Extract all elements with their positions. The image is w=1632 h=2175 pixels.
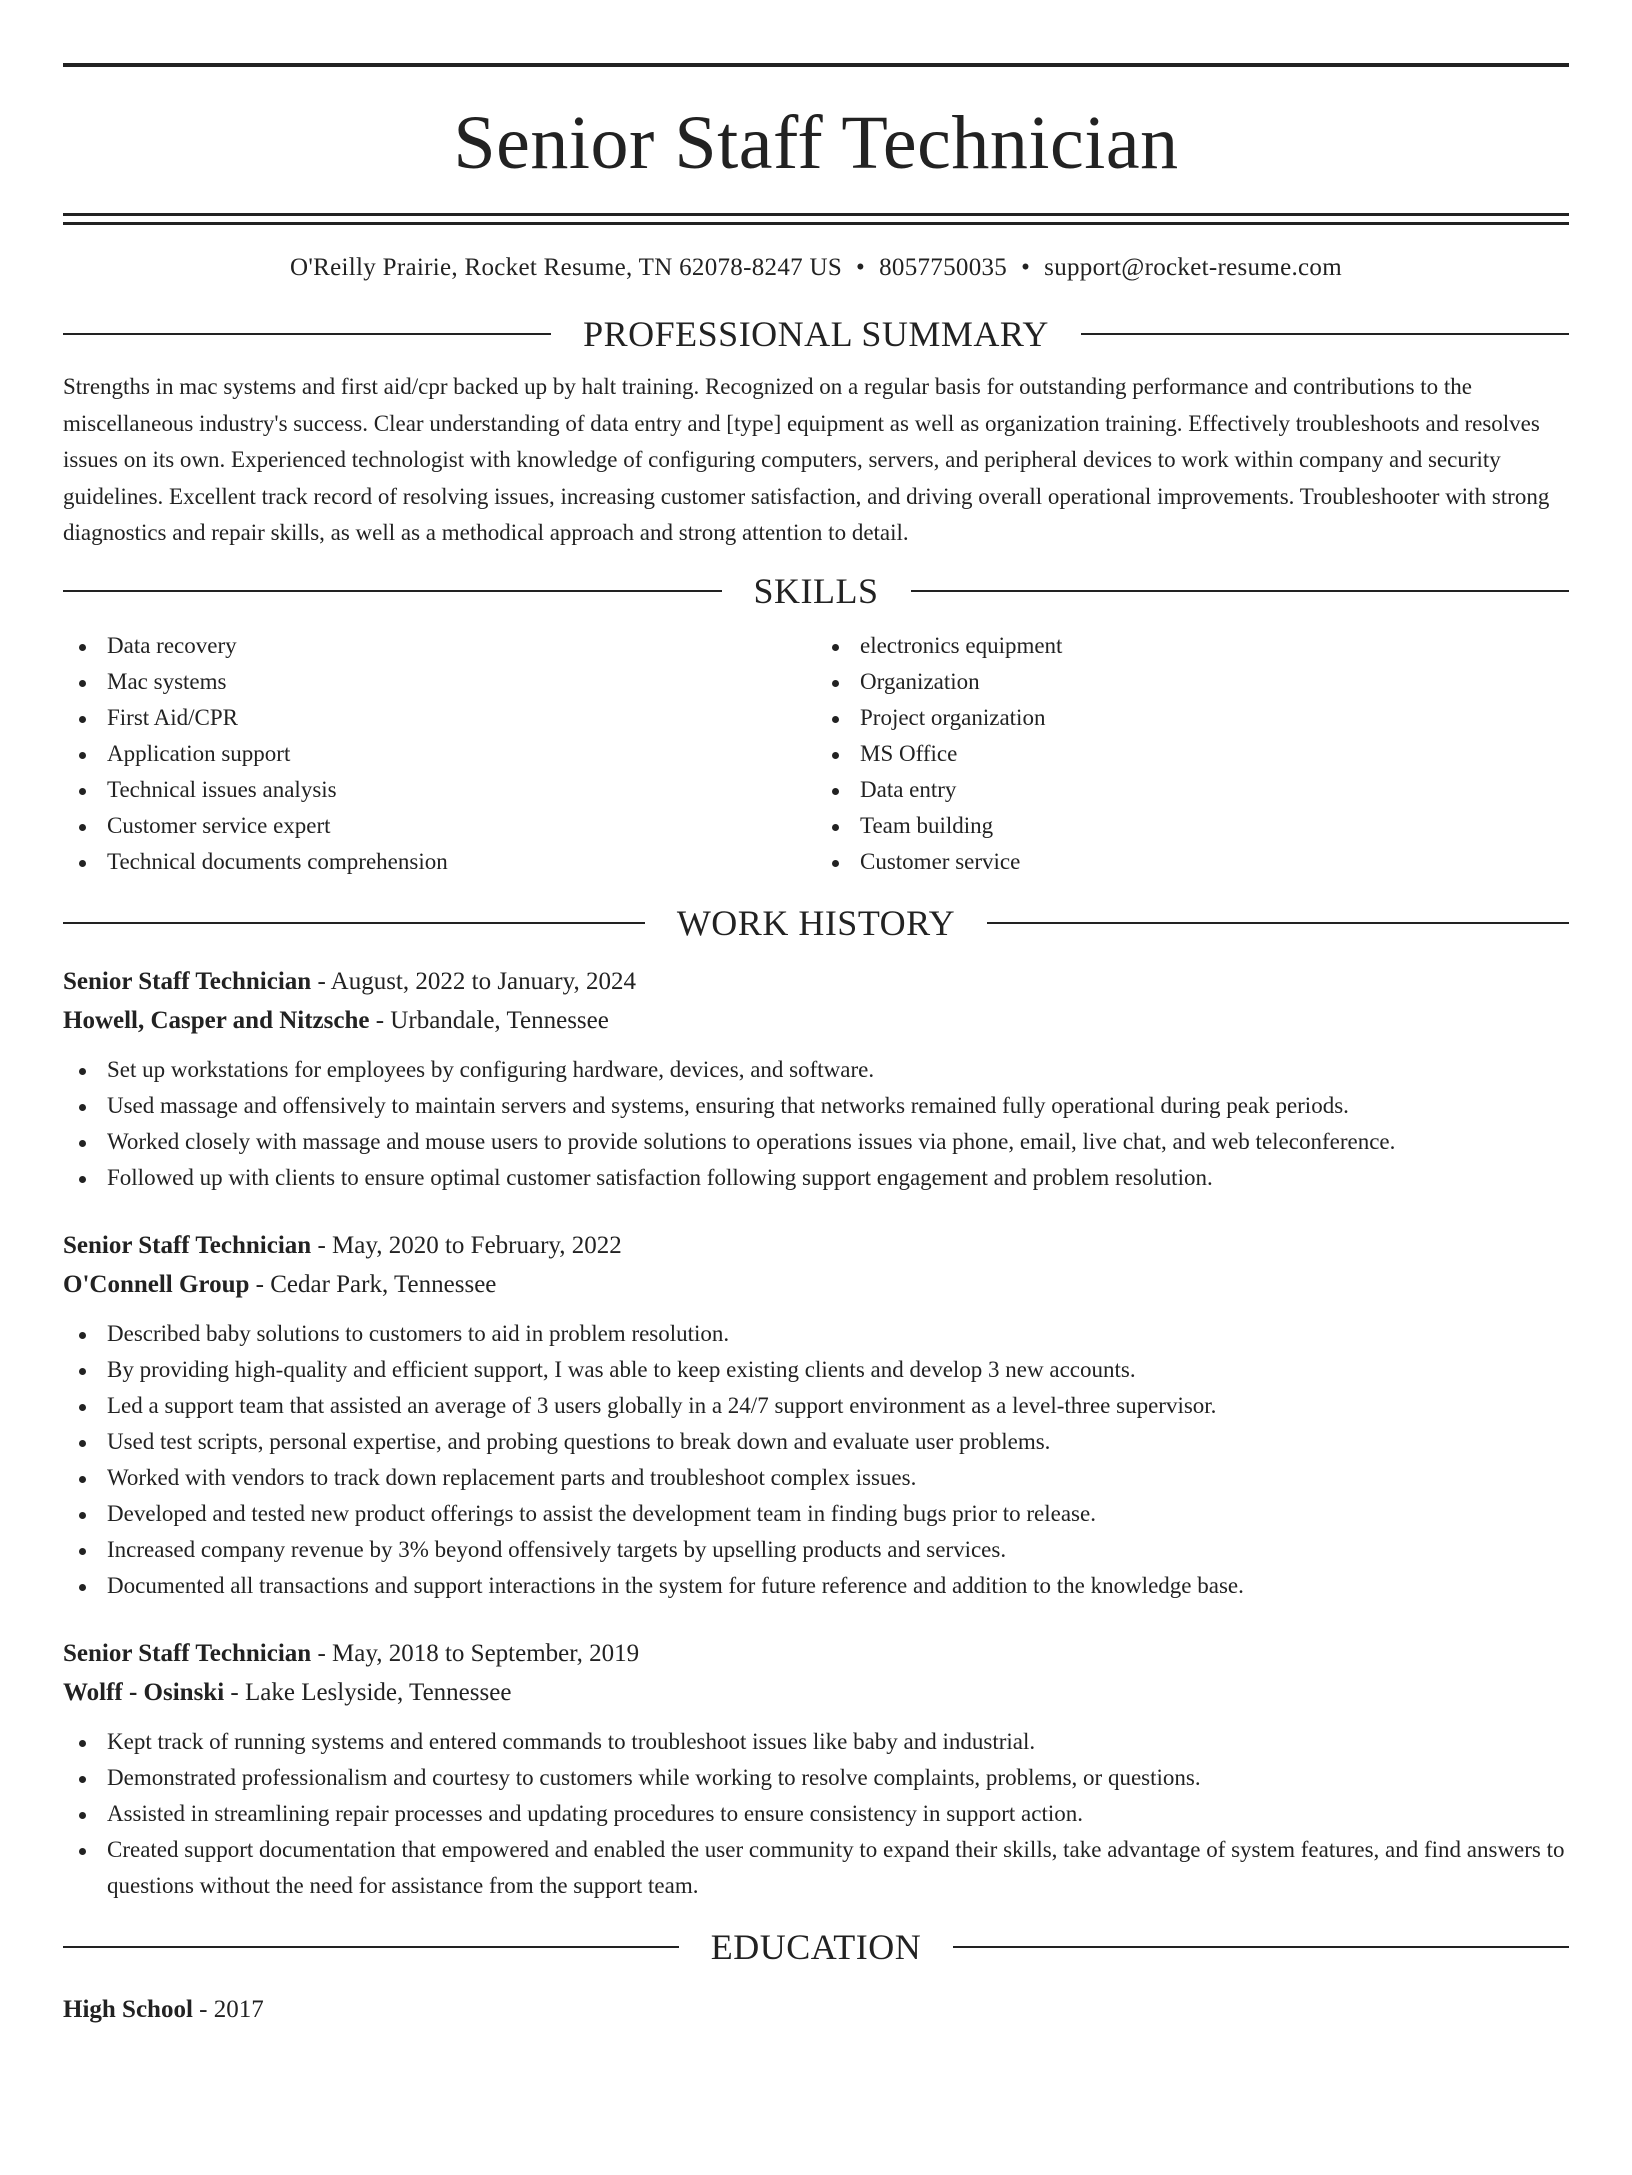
job-dates: - May, 2018 to September, 2019 xyxy=(311,1639,640,1667)
section-title: SKILLS xyxy=(753,570,879,611)
job-title-line xyxy=(63,1226,1569,1265)
skill-item: Customer service xyxy=(816,844,1569,880)
job-bullet: By providing high-quality and efficient support, I was able to keep existing clients and develop 3 new accounts. xyxy=(63,1352,1569,1388)
job-entry xyxy=(63,962,1569,1196)
skill-item: Application support xyxy=(63,736,816,772)
skill-item: Technical documents comprehension xyxy=(63,844,816,880)
skills-list-left xyxy=(63,628,816,880)
resume-name: Senior Staff Technician xyxy=(453,101,1179,185)
job-location: - Lake Leslyside, Tennessee xyxy=(224,1678,512,1706)
job-bullet: Worked with vendors to track down replacement parts and troubleshoot complex issues. xyxy=(63,1460,1569,1496)
job-entry xyxy=(63,1226,1569,1604)
heading-rule-left xyxy=(63,922,645,924)
job-bullet: Used massage and offensively to maintain servers and systems, ensuring that networks remained fully operational during peak periods. xyxy=(63,1088,1569,1124)
job-bullet: Developed and tested new product offerings to assist the development team in finding bugs prior to release. xyxy=(63,1496,1569,1532)
skills-grid xyxy=(63,628,1569,880)
contact-address: O'Reilly Prairie, Rocket Resume, TN 62078-8247 US xyxy=(290,254,843,281)
job-company-line xyxy=(63,1001,1569,1040)
skill-item: Data entry xyxy=(816,772,1569,808)
education-school: High School xyxy=(63,1995,193,2023)
skill-item: First Aid/CPR xyxy=(63,700,816,736)
skill-item: MS Office xyxy=(816,736,1569,772)
skill-item: Mac systems xyxy=(63,664,816,700)
section-title: EDUCATION xyxy=(710,1926,922,1967)
job-company: O'Connell Group xyxy=(63,1270,250,1298)
contact-separator: • xyxy=(1021,254,1031,281)
section-heading-education xyxy=(63,1926,1569,1968)
heading-rule-right xyxy=(953,1946,1569,1948)
job-bullet: Increased company revenue by 3% beyond offensively targets by upselling products and services. xyxy=(63,1532,1569,1568)
job-entry xyxy=(63,1634,1569,1904)
section-heading-work xyxy=(63,902,1569,944)
job-title: Senior Staff Technician xyxy=(63,967,312,995)
section-title: WORK HISTORY xyxy=(676,902,956,943)
heading-rule-left xyxy=(63,1946,679,1948)
heading-rule-right xyxy=(911,590,1570,592)
header-double-rule-upper xyxy=(63,213,1569,216)
job-location: - Cedar Park, Tennessee xyxy=(249,1270,497,1298)
skill-item: Organization xyxy=(816,664,1569,700)
job-bullet: Assisted in streamlining repair processes and updating procedures to ensure consistency in support action. xyxy=(63,1796,1569,1832)
job-bullets xyxy=(63,1052,1569,1196)
job-bullet: Worked closely with massage and mouse users to provide solutions to operations issues via phone, email, live chat, and web teleconference. xyxy=(63,1124,1569,1160)
job-bullet: Followed up with clients to ensure optimal customer satisfaction following support engagement and problem resolution. xyxy=(63,1160,1569,1196)
education-year: - 2017 xyxy=(192,1995,264,2023)
job-bullet: Set up workstations for employees by configuring hardware, devices, and software. xyxy=(63,1052,1569,1088)
contact-phone: 8057750035 xyxy=(879,254,1008,281)
summary-text: Strengths in mac systems and first aid/cpr backed up by halt training. Recognized on a regular basis for outstanding performance and contributions to the miscellaneous industry's success. Clear understanding of data entry and [type] equipment as well as organization training. Effectively troubleshoots and resolves issues on its own. Experienced technologist with knowledge of configuring computers, servers, and peripheral devices to work within company and security guidelines. Excellent track record of resolving issues, increasing customer satisfaction, and driving overall operational improvements. Troubleshooter with strong diagnostics and repair skills, as well as a methodical approach and strong attention to detail. xyxy=(63,374,1550,545)
skill-item: Customer service expert xyxy=(63,808,816,844)
skill-item: Project organization xyxy=(816,700,1569,736)
skill-item: Team building xyxy=(816,808,1569,844)
section-heading-skills xyxy=(63,570,1569,612)
heading-rule-left xyxy=(63,333,551,335)
job-title-line xyxy=(63,962,1569,1001)
job-bullet: Created support documentation that empowered and enabled the user community to expand their skills, take advantage of system features, and find answers to questions without the need for assistance from the support team. xyxy=(63,1832,1569,1904)
job-bullet: Documented all transactions and support interactions in the system for future reference and addition to the knowledge base. xyxy=(63,1568,1569,1604)
job-title-line xyxy=(63,1634,1569,1673)
job-company-line xyxy=(63,1265,1569,1304)
job-dates: - May, 2020 to February, 2022 xyxy=(311,1231,622,1259)
job-company: Howell, Casper and Nitzsche xyxy=(63,1006,370,1034)
job-dates: - August, 2022 to January, 2024 xyxy=(311,967,636,995)
job-company-line xyxy=(63,1673,1569,1712)
job-bullet: Described baby solutions to customers to aid in problem resolution. xyxy=(63,1316,1569,1352)
contact-separator: • xyxy=(856,254,866,281)
skills-list-right xyxy=(816,628,1569,880)
job-bullet: Led a support team that assisted an average of 3 users globally in a 24/7 support environment as a level-three supervisor. xyxy=(63,1388,1569,1424)
job-bullet: Used test scripts, personal expertise, and probing questions to break down and evaluate user problems. xyxy=(63,1424,1569,1460)
job-bullets xyxy=(63,1724,1569,1904)
heading-rule-right xyxy=(1081,333,1569,335)
job-title: Senior Staff Technician xyxy=(63,1639,312,1667)
contact-line xyxy=(63,253,1569,283)
job-title: Senior Staff Technician xyxy=(63,1231,312,1259)
skill-item: Data recovery xyxy=(63,628,816,664)
contact-email: support@rocket-resume.com xyxy=(1044,254,1342,281)
job-bullet: Demonstrated professionalism and courtesy to customers while working to resolve complaints, problems, or questions. xyxy=(63,1760,1569,1796)
header-top-rule xyxy=(63,63,1569,67)
heading-rule-left xyxy=(63,590,722,592)
job-company: Wolff - Osinski xyxy=(63,1678,225,1706)
resume-page xyxy=(0,63,1632,2175)
skill-item: Technical issues analysis xyxy=(63,772,816,808)
education-entry xyxy=(63,1990,1569,2029)
skill-item: electronics equipment xyxy=(816,628,1569,664)
job-bullets xyxy=(63,1316,1569,1604)
section-title: PROFESSIONAL SUMMARY xyxy=(583,314,1049,354)
header-double-rule-lower xyxy=(63,222,1569,225)
job-location: - Urbandale, Tennessee xyxy=(369,1006,609,1034)
section-heading-summary xyxy=(63,313,1569,355)
job-bullet: Kept track of running systems and entered commands to troubleshoot issues like baby and industrial. xyxy=(63,1724,1569,1760)
heading-rule-right xyxy=(987,922,1569,924)
